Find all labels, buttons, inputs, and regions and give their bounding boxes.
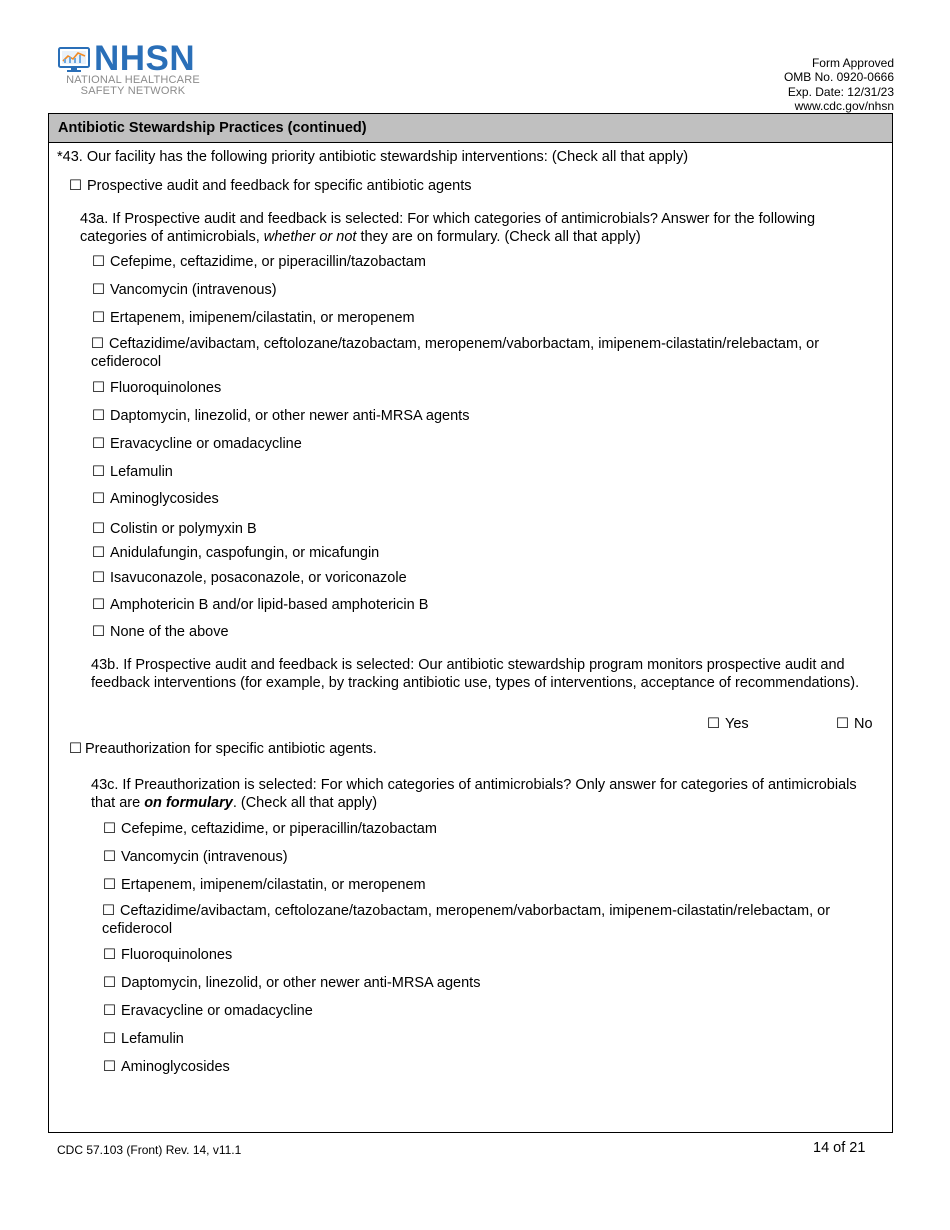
checkbox[interactable]: ☐ bbox=[92, 521, 105, 537]
checkbox[interactable]: ☐ bbox=[103, 877, 116, 893]
option-label: Ertapenem, imipenem/cilastatin, or meropenem bbox=[110, 310, 415, 326]
q43a-option[interactable] bbox=[92, 253, 426, 271]
option-label: Eravacycline or omadacycline bbox=[121, 1003, 313, 1019]
checkbox[interactable]: ☐ bbox=[92, 570, 105, 586]
q43a-option[interactable] bbox=[91, 335, 881, 371]
omb-number: OMB No. 0920-0666 bbox=[783, 70, 894, 85]
omb-approval-block bbox=[784, 56, 894, 113]
q43a-option[interactable] bbox=[92, 596, 428, 614]
option-label: Lefamulin bbox=[110, 464, 173, 480]
q43a-emphasis: whether or not bbox=[263, 229, 357, 245]
checkbox[interactable]: ☐ bbox=[103, 947, 116, 963]
option-label: Daptomycin, linezolid, or other newer anti-MRSA agents bbox=[121, 975, 481, 991]
option-label: Ceftazidime/avibactam, ceftolozane/tazobactam, meropenem/vaborbactam, imipenem-cilastatin/relebactam, or cefiderocol bbox=[102, 903, 831, 937]
logo-subtitle bbox=[59, 75, 207, 97]
checkbox[interactable]: ☐ bbox=[92, 408, 105, 424]
checkbox[interactable]: ☐ bbox=[103, 975, 116, 991]
q43-option-preauthorization[interactable] bbox=[69, 740, 377, 758]
checkbox[interactable]: ☐ bbox=[69, 178, 82, 194]
checkbox[interactable]: ☐ bbox=[92, 436, 105, 452]
omb-form-approved: Form Approved bbox=[811, 56, 894, 70]
checkbox[interactable]: ☐ bbox=[707, 716, 720, 732]
checkbox[interactable]: ☐ bbox=[92, 282, 105, 298]
checkbox[interactable]: ☐ bbox=[103, 849, 116, 865]
q43a-text-part1: 43a. If Prospective audit and feedback is selected: For which categories of antimicrobials? Answer for the following categories of antimicrobials, bbox=[80, 211, 816, 245]
option-label: Ertapenem, imipenem/cilastatin, or meropenem bbox=[121, 877, 426, 893]
option-label: Ceftazidime/avibactam, ceftolozane/tazobactam, meropenem/vaborbactam, imipenem-cilastatin/relebactam, or cefiderocol bbox=[91, 336, 820, 370]
q43c-option[interactable] bbox=[103, 1002, 313, 1020]
computer-monitor-chart-icon bbox=[58, 47, 90, 73]
logo-subtitle-line2: SAFETY NETWORK bbox=[80, 85, 186, 97]
q43c-option[interactable] bbox=[103, 946, 232, 964]
nhsn-logo bbox=[58, 39, 228, 100]
q43b-text: 43b. If Prospective audit and feedback is selected: Our antibiotic stewardship program monitors prospective audit and feedback interventions (for example, by tracking antibiotic use, types of interventions, acceptance of recommendations). bbox=[91, 657, 860, 691]
q43a-option[interactable] bbox=[92, 309, 415, 327]
footer-page-number: 14 of 21 bbox=[813, 1140, 866, 1156]
q43b-no-option[interactable] bbox=[836, 715, 873, 733]
q43a-text-part2: they are on formulary. (Check all that apply) bbox=[356, 229, 641, 245]
q43c-option[interactable] bbox=[103, 876, 426, 894]
option-label: Anidulafungin, caspofungin, or micafungin bbox=[110, 545, 380, 561]
q43a-option[interactable] bbox=[92, 435, 302, 453]
q43a-option[interactable] bbox=[92, 569, 407, 587]
checkbox[interactable]: ☐ bbox=[92, 491, 105, 507]
q43a-option[interactable] bbox=[92, 463, 173, 481]
option-label: Preauthorization for specific antibiotic agents. bbox=[85, 741, 377, 757]
q43c-option[interactable] bbox=[103, 820, 437, 838]
q43c-option[interactable] bbox=[103, 1058, 230, 1076]
q43a-text bbox=[80, 210, 880, 246]
footer-form-id: CDC 57.103 (Front) Rev. 14, v11.1 bbox=[57, 1143, 242, 1157]
q43c-option[interactable] bbox=[103, 1030, 184, 1048]
checkbox[interactable]: ☐ bbox=[92, 254, 105, 270]
option-label: Daptomycin, linezolid, or other newer anti-MRSA agents bbox=[110, 408, 470, 424]
option-label: Aminoglycosides bbox=[110, 491, 219, 507]
checkbox[interactable]: ☐ bbox=[92, 464, 105, 480]
omb-exp-date: Exp. Date: 12/31/23 bbox=[787, 84, 894, 99]
q43c-text bbox=[91, 776, 861, 812]
option-label: Eravacycline or omadacycline bbox=[110, 436, 302, 452]
checkbox[interactable]: ☐ bbox=[92, 545, 105, 561]
q43c-option[interactable] bbox=[103, 974, 480, 992]
q43c-emphasis: on formulary bbox=[144, 795, 233, 811]
q43a-option[interactable] bbox=[92, 407, 469, 425]
logo-wordmark: NHSN bbox=[94, 39, 196, 78]
yes-label: Yes bbox=[725, 716, 749, 732]
option-label: None of the above bbox=[110, 624, 229, 640]
checkbox[interactable]: ☐ bbox=[103, 1031, 116, 1047]
omb-website: www.cdc.gov/nhsn bbox=[794, 98, 894, 113]
checkbox[interactable]: ☐ bbox=[102, 903, 115, 919]
q43c-option[interactable] bbox=[102, 902, 892, 938]
option-label: Fluoroquinolones bbox=[110, 380, 222, 396]
option-label: Aminoglycosides bbox=[121, 1059, 230, 1075]
q43-option-prospective-audit[interactable] bbox=[69, 177, 471, 195]
option-label: Cefepime, ceftazidime, or piperacillin/tazobactam bbox=[121, 821, 437, 837]
q43c-text-part1: 43c. If Preauthorization is selected: For which categories of antimicrobials? Only answer for categories of antimicrobials that are bbox=[91, 777, 857, 811]
q43c-option[interactable] bbox=[103, 848, 288, 866]
option-label: Colistin or polymyxin B bbox=[110, 521, 257, 537]
checkbox[interactable]: ☐ bbox=[92, 624, 105, 640]
section-header: Antibiotic Stewardship Practices (continued) bbox=[49, 114, 892, 143]
checkbox[interactable]: ☐ bbox=[103, 1003, 116, 1019]
q43-text: *43. Our facility has the following priority antibiotic stewardship interventions: (Check all that apply) bbox=[57, 149, 689, 165]
checkbox[interactable]: ☐ bbox=[836, 716, 849, 732]
q43a-option[interactable] bbox=[92, 281, 277, 299]
checkbox[interactable]: ☐ bbox=[103, 1059, 116, 1075]
q43a-option[interactable] bbox=[92, 623, 229, 641]
q43a-option[interactable] bbox=[92, 520, 257, 538]
checkbox[interactable]: ☐ bbox=[92, 380, 105, 396]
option-label: Vancomycin (intravenous) bbox=[110, 282, 277, 298]
checkbox[interactable]: ☐ bbox=[103, 821, 116, 837]
checkbox[interactable]: ☐ bbox=[92, 597, 105, 613]
q43a-option[interactable] bbox=[92, 490, 219, 508]
option-label: Cefepime, ceftazidime, or piperacillin/tazobactam bbox=[110, 254, 426, 270]
no-label: No bbox=[854, 716, 873, 732]
q43b-yes-option[interactable] bbox=[707, 715, 749, 733]
checkbox[interactable]: ☐ bbox=[91, 336, 104, 352]
option-label: Fluoroquinolones bbox=[121, 947, 233, 963]
logo-subtitle-line1: NATIONAL HEALTHCARE bbox=[66, 74, 200, 86]
checkbox[interactable]: ☐ bbox=[69, 741, 82, 757]
q43a-option[interactable] bbox=[92, 544, 379, 562]
checkbox[interactable]: ☐ bbox=[92, 310, 105, 326]
option-label: Isavuconazole, posaconazole, or voriconazole bbox=[110, 570, 407, 586]
option-label: Amphotericin B and/or lipid-based amphotericin B bbox=[110, 597, 429, 613]
q43c-text-part2: . (Check all that apply) bbox=[232, 795, 378, 811]
option-label: Vancomycin (intravenous) bbox=[121, 849, 288, 865]
option-label: Prospective audit and feedback for specific antibiotic agents bbox=[87, 178, 472, 194]
option-label: Lefamulin bbox=[121, 1031, 184, 1047]
q43a-option[interactable] bbox=[92, 379, 221, 397]
